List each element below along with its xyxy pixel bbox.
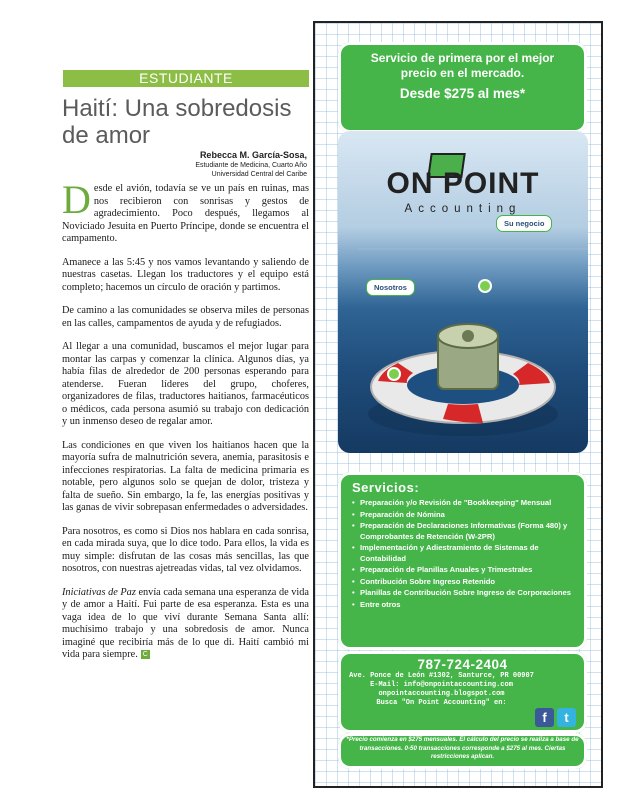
- paragraph-6: Para nosotros, es como si Dios nos hablara en cada sonrisa, en cada mirada suya, que lo dice todo. Para ellos, la vida es muy simple: disfrutan de las cosas más sencillas, las que nosotros, con nuestras ajetreadas vidas, tal vez olvidamos.: [62, 525, 309, 574]
- end-mark-icon: C: [142, 651, 148, 659]
- service-item: • Preparación de Nómina: [352, 510, 581, 521]
- services-title: Servicios:: [352, 480, 420, 495]
- service-item: • Planillas de Contribución Sobre Ingreso de Corporaciones: [352, 588, 581, 599]
- author-role: Estudiante de Medicina, Cuarto Año: [195, 162, 307, 169]
- paragraph-1-text: esde el avión, todavía se ve un país en ruinas, mas nos recibieron con sonrisas y gestos de agradecimiento. Poco después, llegamos al Noviciado Jesuita en Puerto Príncipe, donde se encuentra el campamento.: [62, 183, 309, 244]
- disclaimer-text: *Precio comienza en $275 mensuales. El cálculo del precio se realiza a base de transacciones. 0-50 transacciones corresponde a $275 al mes. Ciertas restricciones aplican.: [346, 736, 579, 760]
- article-title: Haití: Una sobredosis de amor: [62, 95, 292, 149]
- logo-subtitle: Accounting: [404, 203, 522, 215]
- callout-su-negocio: Su negocio: [496, 215, 552, 232]
- twitter-icon: t: [557, 708, 576, 727]
- author-name: Rebecca M. García-Sosa,: [199, 150, 307, 160]
- paragraph-1: [62, 177, 309, 246]
- promo-box: [338, 42, 587, 133]
- callout-nosotros: Nosotros: [366, 279, 415, 296]
- service-item: • Preparación de Declaraciones Informativas (Forma 480) y Comprobantes de Retención (W-2PR): [352, 521, 581, 542]
- author-university: Universidad Central del Caribe: [211, 171, 307, 178]
- section-tag: ESTUDIANTE: [63, 70, 309, 87]
- paragraph-7: [62, 587, 309, 662]
- promo-line-2: precio en el mercado.: [400, 66, 525, 80]
- service-item: • Entre otros: [352, 600, 581, 611]
- promo-line-1: Servicio de primera por el mejor: [370, 51, 555, 65]
- service-item: • Preparación de Planillas Anuales y Trimestrales: [352, 565, 581, 576]
- paragraph-5: Las condiciones en que viven los haitianos hacen que la mayoría sufra de malnutrición severa, anemia, parasitosis e infecciones respiratorias. La falta de medicina primaria es notable, pero algunos solo se quejan de dolor, tristeza y falta de sueño. Sin embargo, la fe, las energías positivas y las ganas de vivir sobrepasan enfermedades o adversidades.: [62, 439, 309, 513]
- services-list: [338, 498, 587, 610]
- initiative-name: Iniciativas de Paz: [62, 586, 136, 598]
- disclaimer-box: [338, 733, 587, 769]
- article-body: [62, 177, 310, 673]
- drop-cap: D: [62, 177, 91, 222]
- email: E-Mail: info@onpointaccounting.com: [370, 681, 513, 689]
- paragraph-7-text: envía cada semana una esperanza de vida y de amor a Haití. Fui parte de esa esperanza. Esta es una vaga idea de lo que viví durante Semana Santa allí: muchísimo trabajo y una sobredosis de amor. Nunca imaginé que recibiría más de lo que di. Haití cambió mi vida para siempre.: [62, 586, 310, 660]
- lifebuoy-photo: [338, 131, 588, 453]
- paragraph-4: Al llegar a una comunidad, buscamos el mejor lugar para montar las carpas y comenzar la clínica. Algunos días, ya había filas de alrededor de 200 personas esperando para atenderse. Fueran líderes del grupo, choferes, organizadores de filas, traductores haitianos, farmacéuticos o médicos, cada persona asumió su trabajo con dedicación y un inmenso deseo de regalar amor.: [62, 341, 309, 427]
- marker-business-dot-icon: [478, 279, 492, 293]
- blog-url: onpointaccounting.blogspot.com: [378, 690, 505, 698]
- marker-us-dot-icon: [387, 367, 401, 381]
- service-item: • Preparación y/o Revisión de "Bookkeeping" Mensual: [352, 498, 581, 509]
- service-item: • Contribución Sobre Ingreso Retenido: [352, 577, 581, 588]
- paragraph-3: De camino a las comunidades se observa miles de personas en las calles, campamentos de ayuda y de refugiados.: [62, 305, 309, 329]
- byline: [195, 150, 307, 179]
- contact-box: [338, 651, 587, 733]
- paragraph-2: Amanece a las 5:45 y nos vamos levantando y saliendo de nuestras casetas. Llegan los traductores y el equipo está completo; hacemos un círculo de oración y partimos.: [62, 256, 309, 293]
- social-text: Busca "On Point Accounting" en:: [376, 699, 507, 707]
- phone-number: 787-724-2404: [417, 657, 508, 672]
- promo-price: Desde $275 al mes*: [399, 86, 526, 101]
- logo-brand: ON POINT: [386, 167, 540, 200]
- facebook-icon: f: [535, 708, 554, 727]
- advertisement: [313, 21, 603, 788]
- service-item: • Implementación y Adiestramiento de Sistemas de Contabilidad: [352, 543, 581, 564]
- services-box: [338, 472, 587, 650]
- address: Ave. Ponce de León #1302, Santurce, PR 00907: [349, 672, 534, 680]
